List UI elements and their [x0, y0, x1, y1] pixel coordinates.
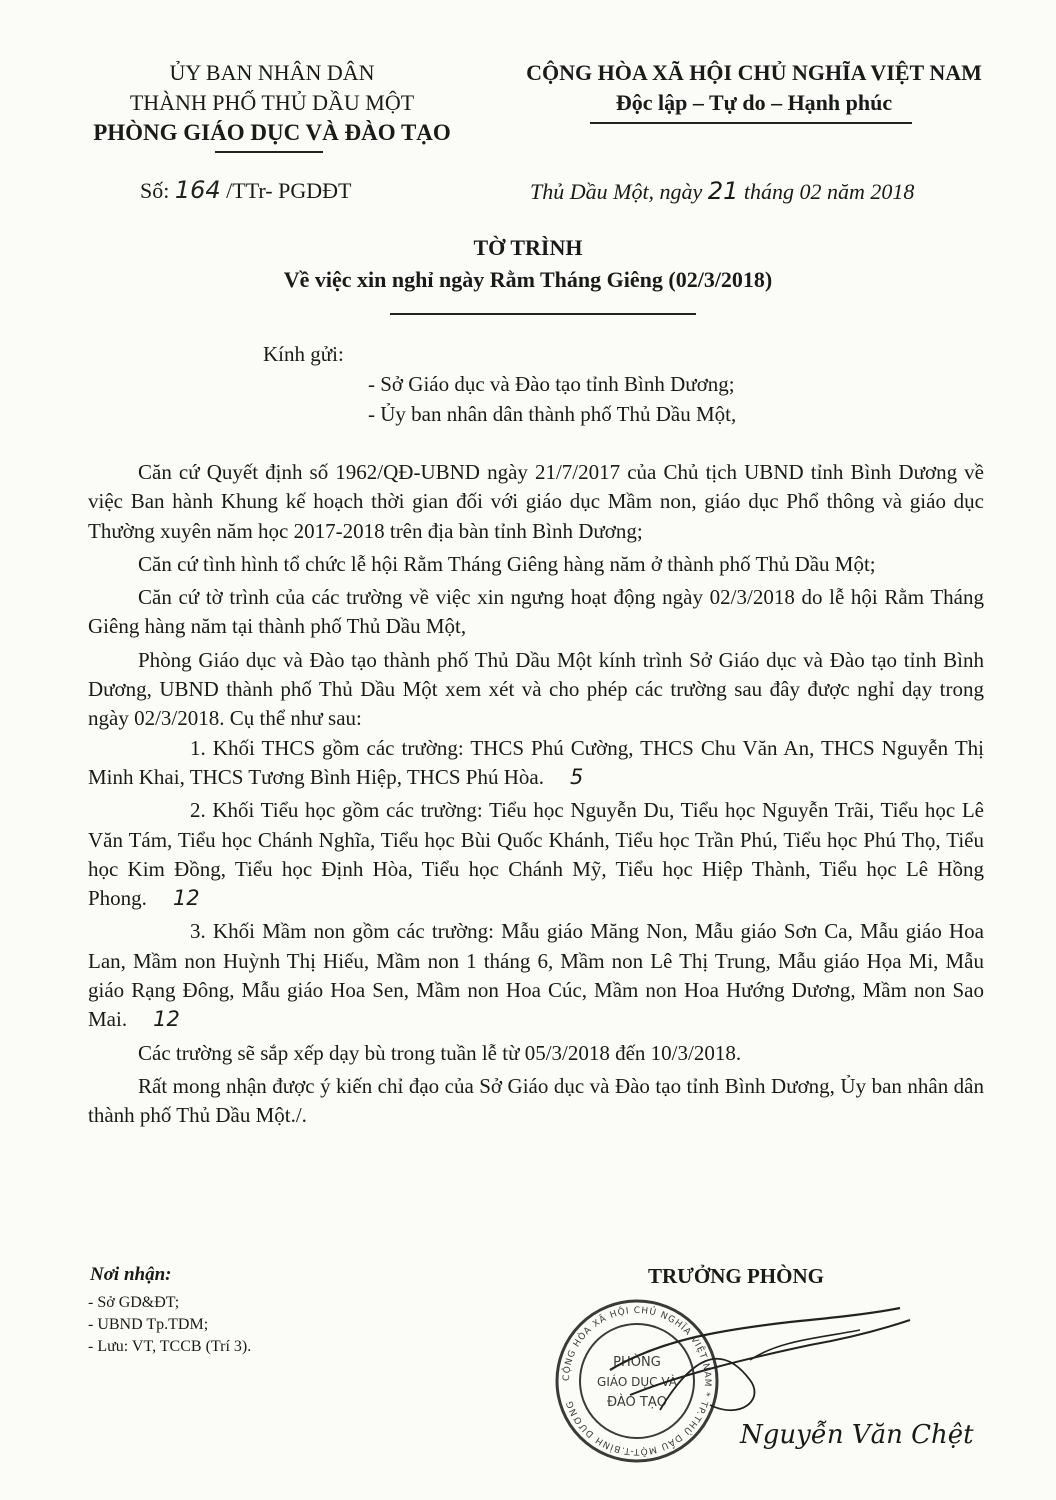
recipients-label: Kính gửi:	[263, 342, 344, 366]
recipient-item: - Ủy ban nhân dân thành phố Thủ Dầu Một,	[368, 402, 737, 426]
signer-title: TRƯỞNG PHÒNG	[648, 1264, 824, 1288]
seal-ring-text: CỘNG HÒA XÃ HỘI CHỦ NGHĨA VIỆT NAM * TP.THỦ DẦU MỘT-T.BÌNH DƯƠNG	[561, 1305, 713, 1457]
document-title-block	[0, 232, 1056, 296]
school-list-tieu-hoc	[88, 796, 984, 913]
doc-number-prefix: Số:	[140, 178, 175, 203]
doc-number-suffix: /TTr- PGDĐT	[220, 178, 352, 203]
receiver-item: - Sở GD&ĐT;	[88, 1294, 180, 1311]
seal-text-3: ĐÀO TẠO	[607, 1395, 667, 1410]
national-header	[488, 58, 1020, 118]
body-paragraph-5: Các trường sẽ sắp xếp dạy bù trong tuần lễ từ 05/3/2018 đến 10/3/2018.	[138, 1040, 742, 1065]
school-list-thcs	[88, 734, 984, 793]
seal-text-1: PHÒNG	[613, 1355, 661, 1370]
body-paragraph-1: Căn cứ Quyết định số 1962/QĐ-UBND ngày 21/7/2017 của Chủ tịch UBND tỉnh Bình Dương về việc Ban hành Khung kế hoạch thời gian đối với giáo dục Mầm non, giáo dục Phổ thông và giáo dục Thường xuyên năm học 2017-2018 trên địa bàn tỉnh Bình Dương;	[88, 460, 984, 543]
date-suffix: tháng 02 năm 2018	[738, 179, 915, 204]
date-day-handwritten: 21	[707, 177, 739, 205]
doc-number-handwritten: 164	[174, 176, 221, 204]
issuer-block	[62, 58, 482, 148]
issuer-line-2: THÀNH PHỐ THỦ DẦU MỘT	[129, 90, 415, 115]
school-list-tieu-hoc-text: 2. Khối Tiểu học gồm các trường: Tiểu học Nguyễn Du, Tiểu học Nguyễn Trãi, Tiểu học Lê Văn Tám, Tiểu học Chánh Nghĩa, Tiểu học Bùi Quốc Khánh, Tiểu học Trần Phú, Tiểu học Phú Thọ, Tiểu học Kim Đồng, Tiểu học Định Hòa, Tiểu học Chánh Mỹ, Tiểu học Hiệp Thành, Tiểu học Lê Hồng Phong.	[88, 798, 984, 911]
document-title: TỜ TRÌNH	[473, 235, 583, 260]
document-subject: Về việc xin nghỉ ngày Rằm Tháng Giêng (02/3/2018)	[283, 267, 773, 292]
issuer-line-1: ỦY BAN NHÂN DÂN	[169, 60, 375, 85]
count-mark-thcs: 5	[569, 764, 584, 789]
national-motto: Độc lập – Tự do – Hạnh phúc	[615, 90, 893, 115]
school-list-mam-non-text: 3. Khối Mầm non gồm các trường: Mẫu giáo Măng Non, Mẫu giáo Sơn Ca, Mẫu giáo Hoa Lan, Mầm non Huỳnh Thị Hiếu, Mầm non 1 tháng 6, Mầm non Lê Thị Trung, Mẫu giáo Họa Mi, Mẫu giáo Rạng Đông, Mẫu giáo Hoa Sen, Mầm non Hoa Cúc, Mầm non Hoa Hướng Dương, Mầm non Sao Mai.	[88, 919, 984, 1032]
title-divider	[390, 313, 696, 315]
handwritten-signature-icon	[600, 1300, 920, 1440]
school-list-mam-non	[88, 917, 984, 1034]
issuer-divider	[215, 151, 323, 153]
receivers-label: Nơi nhận:	[90, 1264, 172, 1285]
document-date	[530, 177, 914, 205]
receiver-item: - UBND Tp.TDM;	[88, 1316, 209, 1333]
receiver-item: - Lưu: VT, TCCB (Trí 3).	[88, 1338, 252, 1355]
school-list-thcs-text: 1. Khối THCS gồm các trường: THCS Phú Cường, THCS Chu Văn An, THCS Nguyễn Thị Minh Khai, THCS Tương Bình Hiệp, THCS Phú Hòa.	[88, 735, 984, 789]
count-mark-mam-non: 12	[153, 1007, 180, 1032]
issuer-line-3: PHÒNG GIÁO DỤC VÀ ĐÀO TẠO	[93, 120, 451, 145]
body-paragraph-3: Căn cứ tờ trình của các trường về việc xin ngưng hoạt động ngày 02/3/2018 do lễ hội Rằm Tháng Giêng hàng năm tại thành phố Thủ Dầu Một,	[88, 585, 984, 639]
document-number	[140, 176, 351, 204]
national-title: CỘNG HÒA XÃ HỘI CHỦ NGHĨA VIỆT NAM	[526, 60, 982, 85]
recipient-item: - Sở Giáo dục và Đào tạo tỉnh Bình Dương;	[368, 372, 735, 396]
seal-text-2: GIÁO DỤC VÀ	[597, 1375, 677, 1389]
count-mark-tieu-hoc: 12	[172, 886, 200, 911]
date-prefix: Thủ Dầu Một, ngày	[530, 179, 708, 204]
body-paragraph-6: Rất mong nhận được ý kiến chỉ đạo của Sở Giáo dục và Đào tạo tỉnh Bình Dương, Ủy ban nhân dân thành phố Thủ Dầu Một./.	[88, 1073, 984, 1128]
signer-name: Nguyễn Văn Chệt	[740, 1420, 974, 1450]
document-body	[88, 458, 984, 1131]
motto-divider	[590, 122, 912, 124]
body-paragraph-2: Căn cứ tình hình tổ chức lễ hội Rằm Tháng Giêng hàng năm ở thành phố Thủ Dầu Một;	[138, 551, 876, 576]
body-paragraph-4: Phòng Giáo dục và Đào tạo thành phố Thủ Dầu Một kính trình Sở Giáo dục và Đào tạo tỉnh Bình Dương, UBND thành phố Thủ Dầu Một xem xét và cho phép các trường sau đây được nghỉ dạy trong ngày 02/3/2018. Cụ thể như sau:	[88, 647, 984, 731]
